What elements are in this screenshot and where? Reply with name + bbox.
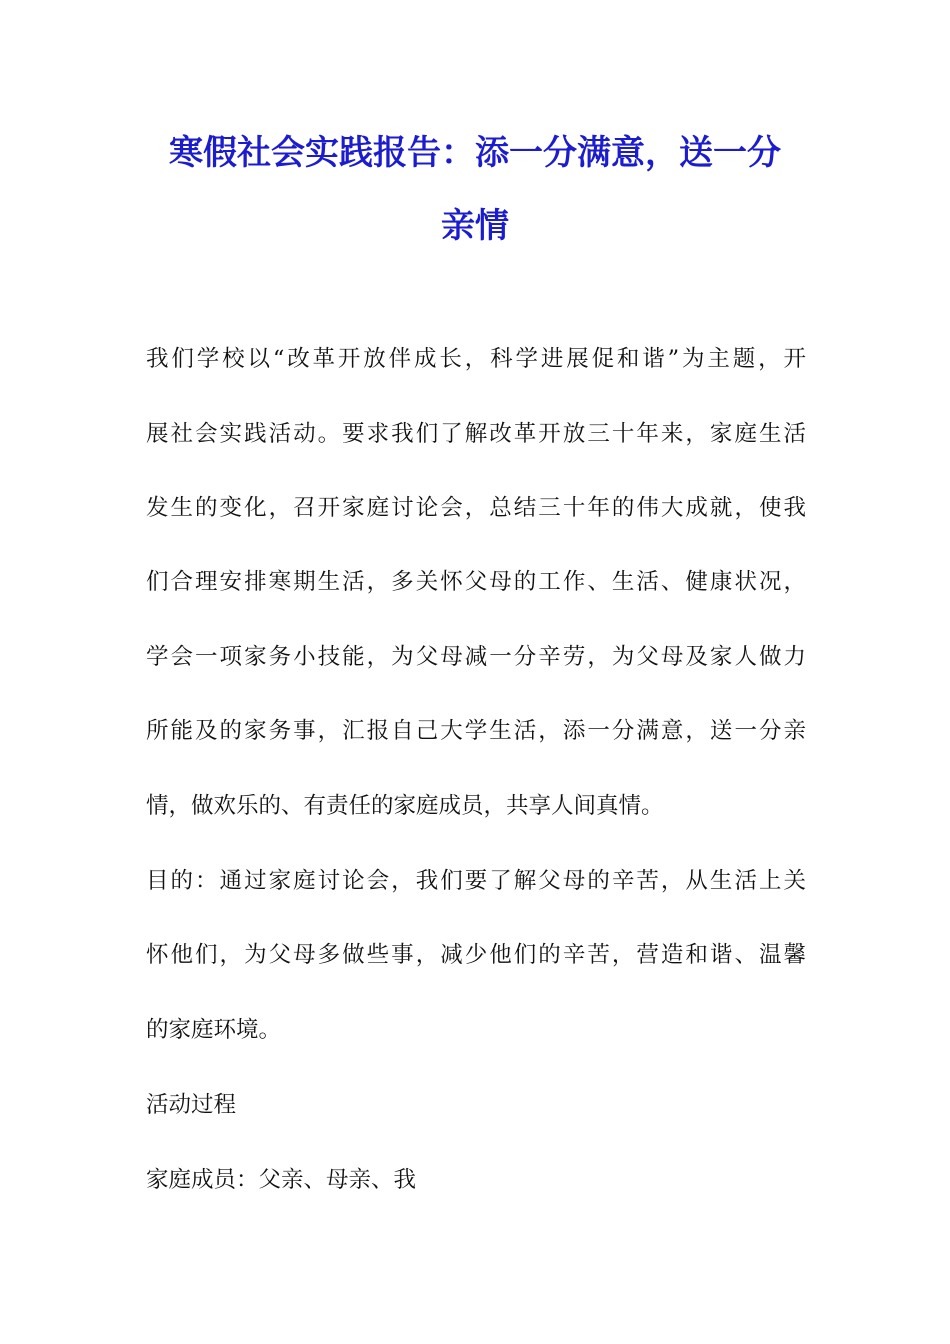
paragraph-1-line-6: 所能及的家务事，汇报自己大学生活，添一分满意，送一分亲 [146, 718, 806, 744]
paragraph-1-line-5: 学会一项家务小技能，为父母减一分辛劳，为父母及家人做力 [146, 644, 806, 670]
paragraph-2-line-1: 目的：通过家庭讨论会，我们要了解父母的辛苦，从生活上关 [146, 868, 806, 894]
document-title-line-2: 亲情 [441, 206, 509, 246]
paragraph-1-line-3: 发生的变化，召开家庭讨论会，总结三十年的伟大成就，使我 [146, 495, 806, 521]
paragraph-1-line-7: 情，做欢乐的、有责任的家庭成员，共享人间真情。 [146, 793, 664, 819]
paragraph-1-line-4: 们合理安排寒期生活，多关怀父母的工作、生活、健康状况， [146, 569, 806, 595]
paragraph-2-line-2: 怀他们，为父母多做些事，减少他们的辛苦，营造和谐、温馨 [146, 942, 806, 968]
section-heading: 活动过程 [146, 1092, 237, 1118]
paragraph-1-line-2: 展社会实践活动。要求我们了解改革开放三十年来，家庭生活 [146, 421, 806, 447]
family-members-line: 家庭成员：父亲、母亲、我 [146, 1167, 417, 1193]
paragraph-2-line-3: 的家庭环境。 [146, 1017, 282, 1043]
paragraph-1-line-1: 我们学校以“改革开放伴成长，科学进展促和谐”为主题，开 [146, 346, 806, 372]
document-title-line-1: 寒假社会实践报告：添一分满意，送一分 [169, 133, 781, 173]
